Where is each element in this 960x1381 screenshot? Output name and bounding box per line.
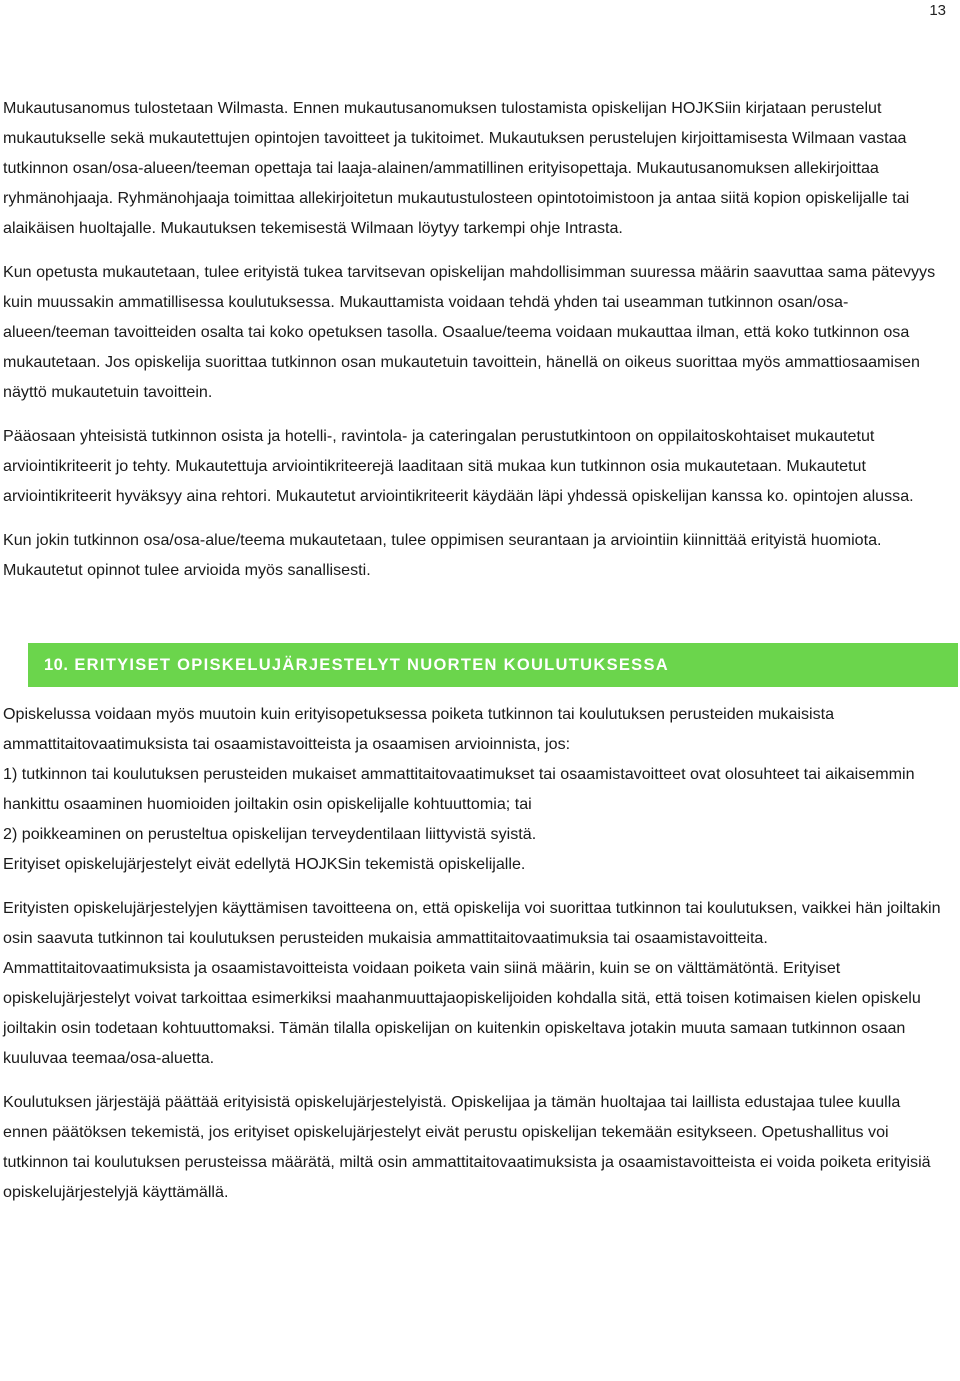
paragraph-opetuksen-mukauttaminen: Kun opetusta mukautetaan, tulee erityistä tukea tarvitsevan opiskelijan mahdollisimman suuressa määrin saavuttaa sama pätevyys kuin muussakin ammatillisessa koulutuksessa. Mukauttamista voidaan tehdä yhden tai useamman tutkinnon osan/osa-alueen/teeman tavoitteiden osalta tai koko opetuksen tasolla. Osaalue/teema voidaan mukauttaa ilman, että koko tutkinnon osa mukautetaan. Jos opiskelija suorittaa tutkinnon osan mukautetuin tavoittein, hänellä on oikeus suorittaa myös ammattiosaamisen näyttö mukautetuin tavoittein. (3, 263, 936, 401)
paragraph-paatos: Koulutuksen järjestäjä päättää erityisistä opiskelujärjestelyistä. Opiskelijaa ja tämän huoltajaa tai laillista edustajaa tulee kuulla ennen päätöksen tekemistä, jos erityiset opiskelujärjestelyt eivät perustu opiskelijan tekemään esitykseen. Opetushallitus voi tutkinnon tai koulutuksen perusteissa määrätä, miltä osin ammattitaitovaatimuksista ja osaamistavoitteista ei voida poiketa erityisiä opiskelujärjestelyjä käyttämällä. (3, 1093, 931, 1201)
paragraph-mukautusanomus: Mukautusanomus tulostetaan Wilmasta. Ennen mukautusanomuksen tulostamista opiskelijan HOJKSiin kirjataan perustelut mukautukselle sekä mukautettujen opintojen tavoitteet ja tukitoimet. Mukautuksen perustelujen kirjoittamisesta Wilmaan vastaa tutkinnon osan/osa-alueen/teeman opettaja tai laaja-alainen/ammatillinen erityisopettaja. Mukautusanomuksen allekirjoittaa ryhmänohjaaja. Ryhmänohjaaja toimittaa allekirjoitetun mukautustulosteen opintotoimistoon ja antaa siitä kopion opiskelijalle tai alaikäisen huoltajalle. Mukautuksen tekemisestä Wilmaan löytyy tarkempi ohje Intrasta. (3, 99, 910, 237)
section-title: ERITYISET OPISKELUJÄRJESTELYT NUORTEN KOULUTUKSESSA (74, 656, 670, 674)
paragraph-tavoite: Erityisten opiskelujärjestelyjen käyttämisen tavoitteena on, että opiskelija voi suorittaa tutkinnon tai koulutuksen, vaikkei hän joiltakin osin saavuta tutkinnon tai koulutuksen perusteiden mukaisia ammattitaitovaatimuksia tai osaamistavoitteita. Ammattitaitovaatimuksista ja osaamistavoitteista voidaan poiketa vain siinä määrin, kuin se on välttämätöntä. Erityiset opiskelujärjestelyt voivat tarkoittaa esimerkiksi maahanmuuttajaopiskelijoiden kohdalla sitä, että toisen kotimaisen kielen opiskelu joiltakin osin todetaan kohtuuttomaksi. Tämän tilalla opiskelijan on kuitenkin opiskeltava jotakin muuta samaan tutkinnon osaan kuuluvaa teemaa/osa-aluetta. (3, 899, 941, 1067)
document-body (3, 93, 948, 1207)
paragraph-note: Erityiset opiskelujärjestelyt eivät edellytä HOJKSin tekemistä opiskelijalle. (3, 855, 526, 873)
section-heading (28, 643, 958, 687)
paragraph-arviointikriteerit: Pääosaan yhteisistä tutkinnon osista ja hotelli-, ravintola- ja cateringalan perustutkintoon on oppilaitoskohtaiset mukautetut arviointikriteerit jo tehty. Mukautettuja arviointikriteerejä laaditaan sitä mukaa kun tutkinnon osia mukautetaan. Mukautetut arviointikriteerit hyväksyy aina rehtori. Mukautetut arviointikriteerit käydään läpi yhdessä opiskelijan kanssa ko. opintojen alussa. (3, 427, 914, 505)
page-number: 13 (929, 2, 946, 19)
paragraph-seuranta: Kun jokin tutkinnon osa/osa-alue/teema mukautetaan, tulee oppimisen seurantaan ja arviointiin kiinnittää erityistä huomiota. Mukautetut opinnot tulee arvioida myös sanallisesti. (3, 531, 882, 579)
paragraph-intro: Opiskelussa voidaan myös muutoin kuin erityisopetuksessa poiketa tutkinnon tai koulutuksen perusteiden mukaisista ammattitaitovaatimuksista tai osaamistavoitteista ja osaamisen arvioinnista, jos: (3, 705, 835, 753)
list-item-2: 2) poikkeaminen on perusteltua opiskelijan terveydentilaan liittyvistä syistä. (3, 825, 537, 843)
list-item-1: 1) tutkinnon tai koulutuksen perusteiden mukaiset ammattitaitovaatimukset tai osaamistavoitteet ovat olosuhteet tai aikaisemmin hankittu osaaminen huomioiden joiltakin osin opiskelijalle kohtuuttomia; tai (3, 765, 915, 813)
section-number: 10. (44, 656, 69, 674)
